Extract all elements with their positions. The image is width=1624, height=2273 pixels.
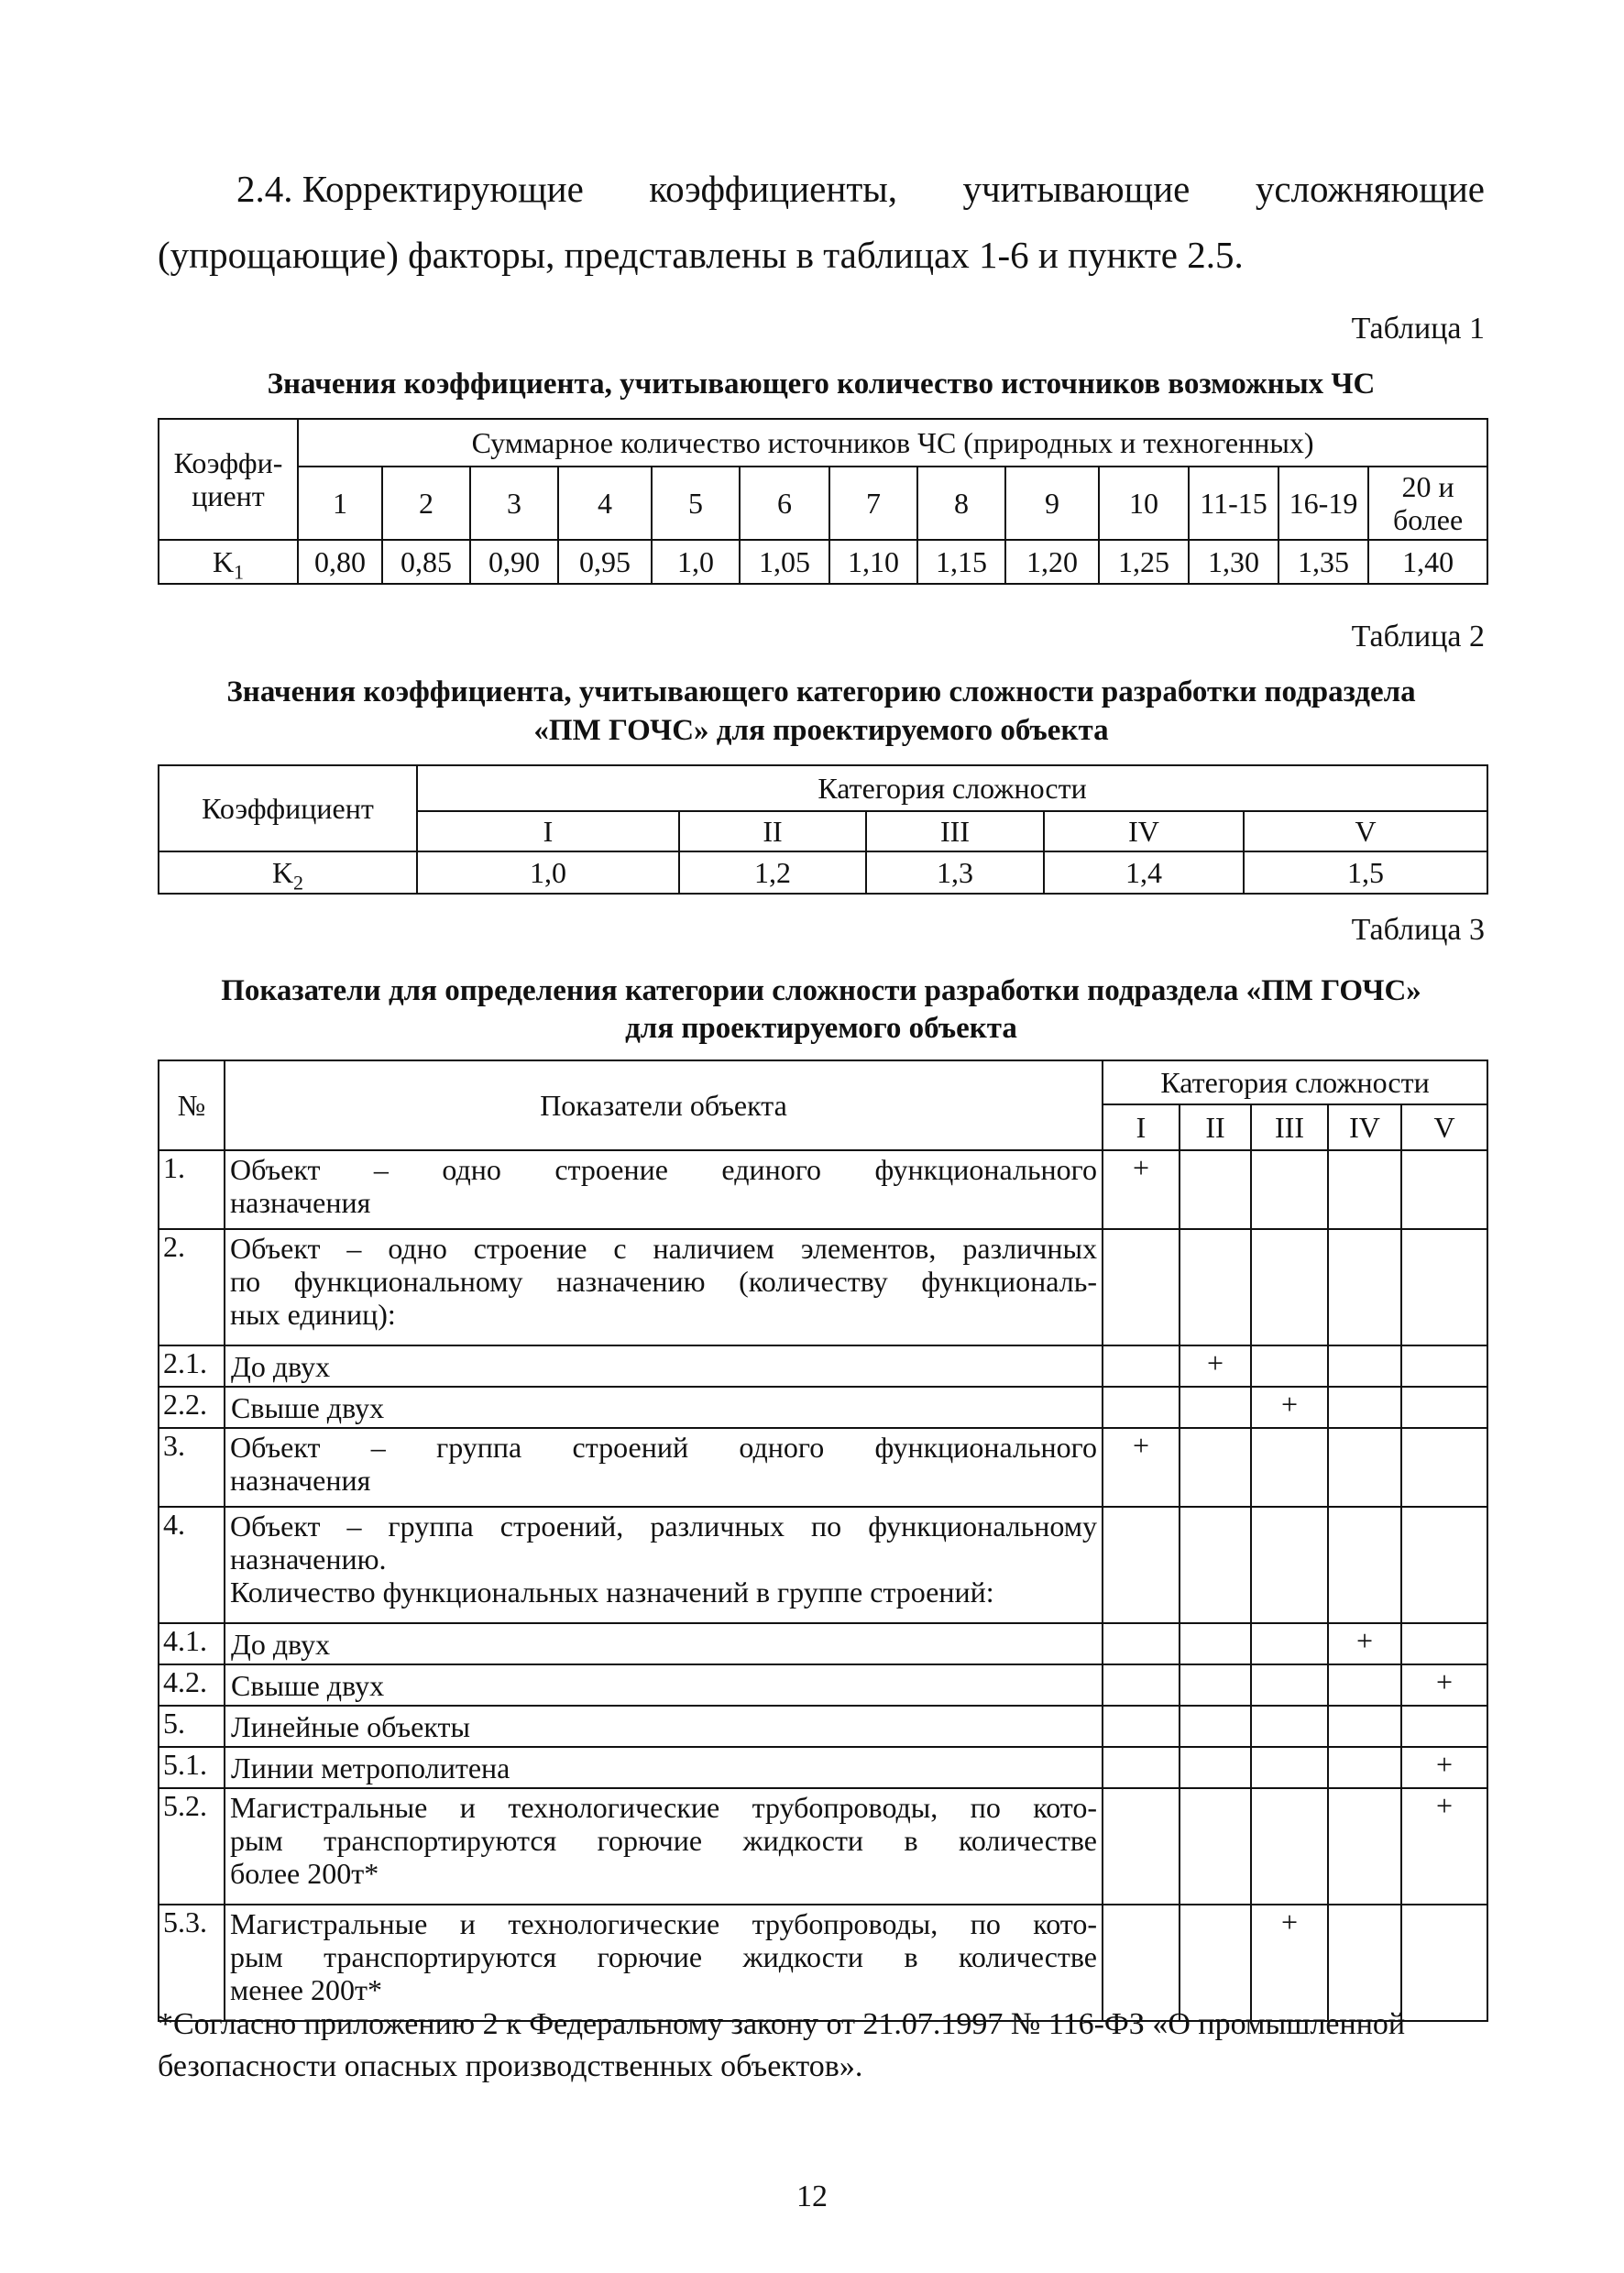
table3-row-number: 5.3. xyxy=(159,1905,225,2021)
intro-word: 2.4. Корректирующие xyxy=(236,168,584,210)
table3-row xyxy=(159,1229,1487,1345)
table3-category-mark xyxy=(1328,1507,1401,1623)
table3-row xyxy=(159,1387,1487,1428)
table3-category-mark xyxy=(1180,1706,1251,1747)
table1-col-header: 8 xyxy=(917,467,1005,540)
table2-col-header: V xyxy=(1244,811,1487,851)
table3-col-header: III xyxy=(1251,1104,1328,1150)
table1-coef-header: Коэффи-циент xyxy=(159,419,298,540)
table3-category-mark xyxy=(1180,1507,1251,1623)
table3-row-text-line: назначению. xyxy=(230,1543,387,1576)
table3-category-mark xyxy=(1401,1428,1487,1507)
table3-category-mark xyxy=(1103,1706,1180,1747)
table3-row xyxy=(159,1428,1487,1507)
table3-category-mark: + xyxy=(1103,1150,1180,1229)
table3-category-mark: + xyxy=(1401,1664,1487,1706)
table1-value: 0,90 xyxy=(470,540,558,584)
table3-category-mark xyxy=(1401,1229,1487,1345)
table3-row-text-line: Линии метрополитена xyxy=(231,1751,510,1784)
page-number: 12 xyxy=(796,2180,828,2213)
table3-category-mark xyxy=(1180,1747,1251,1788)
table3-row xyxy=(159,1747,1487,1788)
table3-row-text-line: Объект – одно строение единого функционального xyxy=(230,1153,1097,1186)
table3-category-mark xyxy=(1401,1150,1487,1229)
table1-value: 1,0 xyxy=(652,540,740,584)
table3-row-description xyxy=(225,1345,1103,1387)
table3-category-mark xyxy=(1103,1664,1180,1706)
intro-word: учитывающие xyxy=(962,168,1191,210)
table3-category-mark xyxy=(1103,1623,1180,1664)
table1-col-header: 7 xyxy=(829,467,917,540)
table3-category-mark xyxy=(1103,1345,1180,1387)
table2-label: Таблица 2 xyxy=(1351,620,1485,653)
table3-category-mark xyxy=(1251,1229,1328,1345)
table3-category-mark xyxy=(1251,1345,1328,1387)
table3-row xyxy=(159,1664,1487,1706)
table3-row-text-line: Объект – одно строение с наличием элементов, различных xyxy=(230,1232,1097,1265)
table1-col-header: 1 xyxy=(298,467,382,540)
table3-category-mark xyxy=(1251,1150,1328,1229)
table3-category-mark xyxy=(1251,1428,1328,1507)
table2-col-header: I xyxy=(417,811,679,851)
table2-col-header: III xyxy=(866,811,1044,851)
table2-title-line-2: «ПМ ГОЧС» для проектируемого объекта xyxy=(533,714,1109,747)
table3-col-header: V xyxy=(1401,1104,1487,1150)
table3-category-mark xyxy=(1180,1428,1251,1507)
table3-row-text-line: более 200т* xyxy=(230,1857,379,1890)
table3-col-header: II xyxy=(1180,1104,1251,1150)
table1-col-header: 9 xyxy=(1005,467,1099,540)
table3-row-text-line: До двух xyxy=(231,1349,331,1383)
table3-category-mark xyxy=(1328,1387,1401,1428)
table3-row-text-line: назначения xyxy=(230,1186,371,1219)
table3-category-mark xyxy=(1251,1507,1328,1623)
table3-row-number: 3. xyxy=(159,1428,225,1507)
table3-title-line-1: Показатели для определения категории сложности разработки подраздела «ПМ ГОЧС» xyxy=(221,974,1421,1007)
table3-row-text-line: Свыше двух xyxy=(231,1390,385,1424)
table3-category-mark xyxy=(1401,1345,1487,1387)
table3-col-header: I xyxy=(1103,1104,1180,1150)
table2-value: 1,5 xyxy=(1244,851,1487,894)
table1-col-header: 11-15 xyxy=(1189,467,1278,540)
table3-category-mark xyxy=(1103,1507,1180,1623)
table3-row-number: 2. xyxy=(159,1229,225,1345)
table3-category-mark xyxy=(1328,1664,1401,1706)
table3-row-description xyxy=(225,1706,1103,1747)
table1-value: 1,20 xyxy=(1005,540,1099,584)
table2-col-header: IV xyxy=(1044,811,1244,851)
table3-row-number: 5.1. xyxy=(159,1747,225,1788)
table2-row-label: $K_2$ xyxy=(159,851,417,894)
table3-row-description xyxy=(225,1788,1103,1905)
table3-category-mark: + xyxy=(1328,1623,1401,1664)
intro-line-1 xyxy=(158,156,1485,222)
table1-value: 1,15 xyxy=(917,540,1005,584)
table3-category-mark xyxy=(1328,1150,1401,1229)
table1-value: 0,95 xyxy=(558,540,652,584)
table3-row-text-line: менее 200т* xyxy=(230,1973,382,2006)
table2-value: 1,2 xyxy=(679,851,866,894)
table3-title-line-2: для проектируемого объекта xyxy=(625,1012,1017,1045)
intro-line-2: (упрощающие) факторы, представлены в таблицах 1-6 и пункте 2.5. xyxy=(158,234,1244,276)
table3-row-description xyxy=(225,1428,1103,1507)
table3-row-description xyxy=(225,1747,1103,1788)
table2-title-line-1: Значения коэффициента, учитывающего категорию сложности разработки подраздела xyxy=(226,675,1416,708)
table3 xyxy=(158,1060,1488,2022)
table3-category-mark xyxy=(1103,1229,1180,1345)
table3-category-mark xyxy=(1180,1150,1251,1229)
table3-category-mark xyxy=(1103,1747,1180,1788)
table1-col-header: 6 xyxy=(740,467,829,540)
table3-group-header: Категория сложности xyxy=(1103,1060,1487,1104)
table3-row-text-line: Магистральные и технологические трубопроводы, по кото- xyxy=(230,1907,1097,1940)
table1-value: 1,30 xyxy=(1189,540,1278,584)
table3-row-text-line: Объект – группа строений, различных по функциональному xyxy=(230,1510,1097,1543)
table3-row-description xyxy=(225,1229,1103,1345)
table3-row-text-line: Количество функциональных назначений в группе строений: xyxy=(230,1576,994,1609)
table3-category-mark xyxy=(1401,1623,1487,1664)
table3-row-text-line: Магистральные и технологические трубопроводы, по кото- xyxy=(230,1791,1097,1824)
table3-row-description xyxy=(225,1623,1103,1664)
table3-category-mark: + xyxy=(1251,1387,1328,1428)
table3-category-mark xyxy=(1180,1229,1251,1345)
table1-col-header: 2 xyxy=(382,467,470,540)
table3-label: Таблица 3 xyxy=(1351,913,1485,947)
table1-col-header: 20 и более xyxy=(1368,467,1487,540)
table3-row-number: 2.1. xyxy=(159,1345,225,1387)
table3-category-mark: + xyxy=(1180,1345,1251,1387)
table1-col-header: 3 xyxy=(470,467,558,540)
table3-num-header: № xyxy=(159,1060,225,1150)
table3-category-mark xyxy=(1251,1788,1328,1905)
table1-row-label: $K_1$ xyxy=(159,540,298,584)
table3-category-mark xyxy=(1328,1345,1401,1387)
intro-paragraph xyxy=(158,156,1485,288)
table3-row-text-line: Линейные объекты xyxy=(231,1709,470,1743)
table3-category-mark: + xyxy=(1401,1788,1487,1905)
table1-title: Значения коэффициента, учитывающего количество источников возможных ЧС xyxy=(267,368,1376,401)
table3-category-mark: + xyxy=(1251,1905,1328,2021)
table3-row-text-line: рым транспортируются горючие жидкости в количестве xyxy=(230,1824,1097,1857)
table3-col-header: IV xyxy=(1328,1104,1401,1150)
table3-category-mark xyxy=(1328,1229,1401,1345)
table3-row-text-line: по функциональному назначению (количеству функциональ- xyxy=(230,1265,1097,1298)
table3-row-text-line: ных единиц): xyxy=(230,1298,396,1331)
table1-col-header: 4 xyxy=(558,467,652,540)
table3-category-mark xyxy=(1251,1747,1328,1788)
table3-category-mark xyxy=(1180,1387,1251,1428)
table3-row-description xyxy=(225,1664,1103,1706)
table2-col-header: II xyxy=(679,811,866,851)
table2-value: 1,4 xyxy=(1044,851,1244,894)
table3-category-mark xyxy=(1180,1623,1251,1664)
table2-coef-header: Коэффициент xyxy=(159,765,417,851)
table1-group-header: Суммарное количество источников ЧС (природных и техногенных) xyxy=(298,419,1487,467)
table1-col-header: 5 xyxy=(652,467,740,540)
table3-row xyxy=(159,1788,1487,1905)
table3-category-mark xyxy=(1251,1706,1328,1747)
table3-row xyxy=(159,1345,1487,1387)
table1-col-header: 10 xyxy=(1099,467,1189,540)
table3-category-mark xyxy=(1251,1664,1328,1706)
table3-row-number: 4.1. xyxy=(159,1623,225,1664)
intro-word: усложняющие xyxy=(1255,168,1485,210)
intro-word: коэффициенты, xyxy=(649,168,898,210)
table3-row-number: 5. xyxy=(159,1706,225,1747)
table3-category-mark xyxy=(1251,1623,1328,1664)
table3-row-number: 5.2. xyxy=(159,1788,225,1905)
table3-category-mark xyxy=(1401,1507,1487,1623)
table3-category-mark xyxy=(1103,1788,1180,1905)
table1-value: 0,80 xyxy=(298,540,382,584)
table1-value: 0,85 xyxy=(382,540,470,584)
table2-group-header: Категория сложности xyxy=(417,765,1487,811)
table3-row xyxy=(159,1507,1487,1623)
table1-value: 1,35 xyxy=(1278,540,1368,584)
table3-category-mark xyxy=(1328,1706,1401,1747)
table3-indicators-header: Показатели объекта xyxy=(225,1060,1103,1150)
table3-row xyxy=(159,1706,1487,1747)
table3-row-text-line: До двух xyxy=(231,1627,331,1661)
table3-category-mark: + xyxy=(1103,1428,1180,1507)
table1-value: 1,10 xyxy=(829,540,917,584)
table3-row-description xyxy=(225,1387,1103,1428)
table1-value: 1,05 xyxy=(740,540,829,584)
table3-row-text-line: назначения xyxy=(230,1464,371,1497)
footnote: *Согласно приложению 2 к Федеральному закону от 21.07.1997 № 116-ФЗ «О промышленной безопасности опасных производственных объектов». xyxy=(158,2007,1406,2083)
table3-row xyxy=(159,1623,1487,1664)
table3-category-mark xyxy=(1328,1747,1401,1788)
table2-value: 1,3 xyxy=(866,851,1044,894)
table1-value: 1,40 xyxy=(1368,540,1487,584)
table2-value: 1,0 xyxy=(417,851,679,894)
table3-category-mark xyxy=(1103,1387,1180,1428)
table3-category-mark xyxy=(1401,1706,1487,1747)
table3-row-text-line: рым транспортируются горючие жидкости в количестве xyxy=(230,1940,1097,1973)
table3-row-number: 1. xyxy=(159,1150,225,1229)
table3-row xyxy=(159,1150,1487,1229)
table1 xyxy=(158,418,1488,585)
table3-row-number: 4. xyxy=(159,1507,225,1623)
table3-category-mark xyxy=(1328,1428,1401,1507)
table1-value: 1,25 xyxy=(1099,540,1189,584)
table3-category-mark xyxy=(1180,1664,1251,1706)
table3-row-text-line: Объект – группа строений одного функционального xyxy=(230,1431,1097,1464)
table3-category-mark: + xyxy=(1401,1747,1487,1788)
table2 xyxy=(158,764,1488,895)
table3-category-mark xyxy=(1401,1387,1487,1428)
table1-col-header: 16-19 xyxy=(1278,467,1368,540)
table3-row-text-line: Свыше двух xyxy=(231,1668,385,1702)
table3-category-mark xyxy=(1328,1788,1401,1905)
table3-row-number: 2.2. xyxy=(159,1387,225,1428)
table3-row-description xyxy=(225,1507,1103,1623)
table1-label: Таблица 1 xyxy=(1351,312,1485,346)
table3-row-number: 4.2. xyxy=(159,1664,225,1706)
table3-row-description xyxy=(225,1150,1103,1229)
table3-category-mark xyxy=(1180,1788,1251,1905)
